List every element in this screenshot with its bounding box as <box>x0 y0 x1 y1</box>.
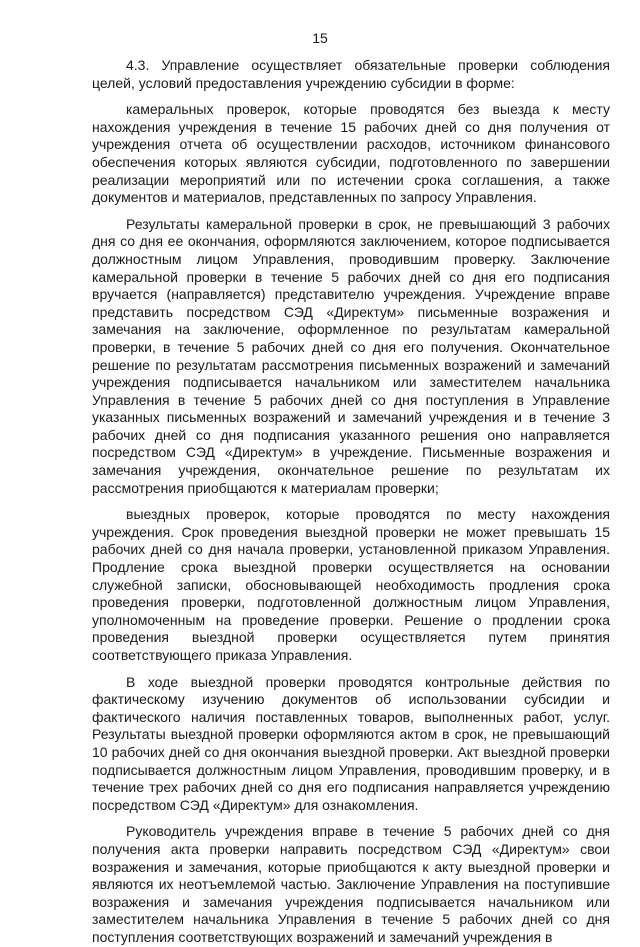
paragraph-4-3-intro: 4.3. Управление осуществляет обязательные проверки соблюдения целей, условий предоставления учреждению субсидии в форме: <box>92 57 610 91</box>
document-body <box>92 57 610 947</box>
paragraph-desk-audits: камеральных проверок, которые проводятся без выезда к месту нахождения учреждения в течение 15 рабочих дней со дня получения от учреждения отчета об осуществлении расходов, источником финансового обеспечения которых являются субсидии, подготовленного по завершении реализации мероприятий или по истечении срока соглашения, а также документов и материалов, представленных по запросу Управления. <box>92 101 610 206</box>
paragraph-desk-audit-results: Результаты камеральной проверки в срок, не превышающий 3 рабочих дня со дня ее окончания, оформляются заключением, которое подписывается должностным лицом Управления, проводившим проверку. Заключение камеральной проверки в течение 5 рабочих дней со дня его подписания вручается (направляется) представителю учреждения. Учреждение вправе представить посредством СЭД «Директум» письменные возражения и замечания на заключение, оформленное по результатам камеральной проверки, в течение 5 рабочих дней со дня его получения. Окончательное решение по результатам рассмотрения письменных возражений и замечаний учреждения подписывается начальником или заместителем начальника Управления в течение 5 рабочих дней со дня поступления в Управление указанных письменных возражений и замечаний учреждения и в течение 3 рабочих дней со дня подписания указанного решения оно направляется посредством СЭД «Директум» в учреждение. Письменные возражения и замечания учреждения, окончательное решение по результатам их рассмотрения приобщаются к материалам проверки; <box>92 215 610 496</box>
paragraph-field-audits: выездных проверок, которые проводятся по месту нахождения учреждения. Срок проведения выездной проверки не может превышать 15 рабочих дней со дня начала проверки, установленной приказом Управления. Продление срока выездной проверки осуществляется на основании служебной записки, обосновывающей необходимость продления срока проведения проверки, подготовленной должностным лицом Управления, уполномоченным на проведение проверки. Решение о продлении срока проведения выездной проверки осуществляется путем принятия соответствующего приказа Управления. <box>92 506 610 663</box>
paragraph-field-audit-actions: В ходе выездной проверки проводятся контрольные действия по фактическому изучению документов об использовании субсидии и фактического наличия поставленных товаров, выполненных работ, услуг. Результаты выездной проверки оформляются актом в срок, не превышающий 10 рабочих дней со дня окончания выездной проверки. Акт выездной проверки подписывается должностным лицом Управления, проводившим проверку, и в течение трех рабочих дней со дня его подписания направляется учреждению посредством СЭД «Директум» для ознакомления. <box>92 673 610 813</box>
paragraph-head-objections: Руководитель учреждения вправе в течение 5 рабочих дней со дня получения акта проверки направить посредством СЭД «Директум» свои возражения и замечания, которые приобщаются к акту выездной проверки и являются их неотъемлемой частью. Заключение Управления на поступившие возражения и замечания учреждения подписывается начальником или заместителем начальника Управления в течение 5 рабочих дней со дня поступления соответствующих возражений и замечаний учреждения в <box>92 823 610 945</box>
page-number: 15 <box>312 30 328 46</box>
